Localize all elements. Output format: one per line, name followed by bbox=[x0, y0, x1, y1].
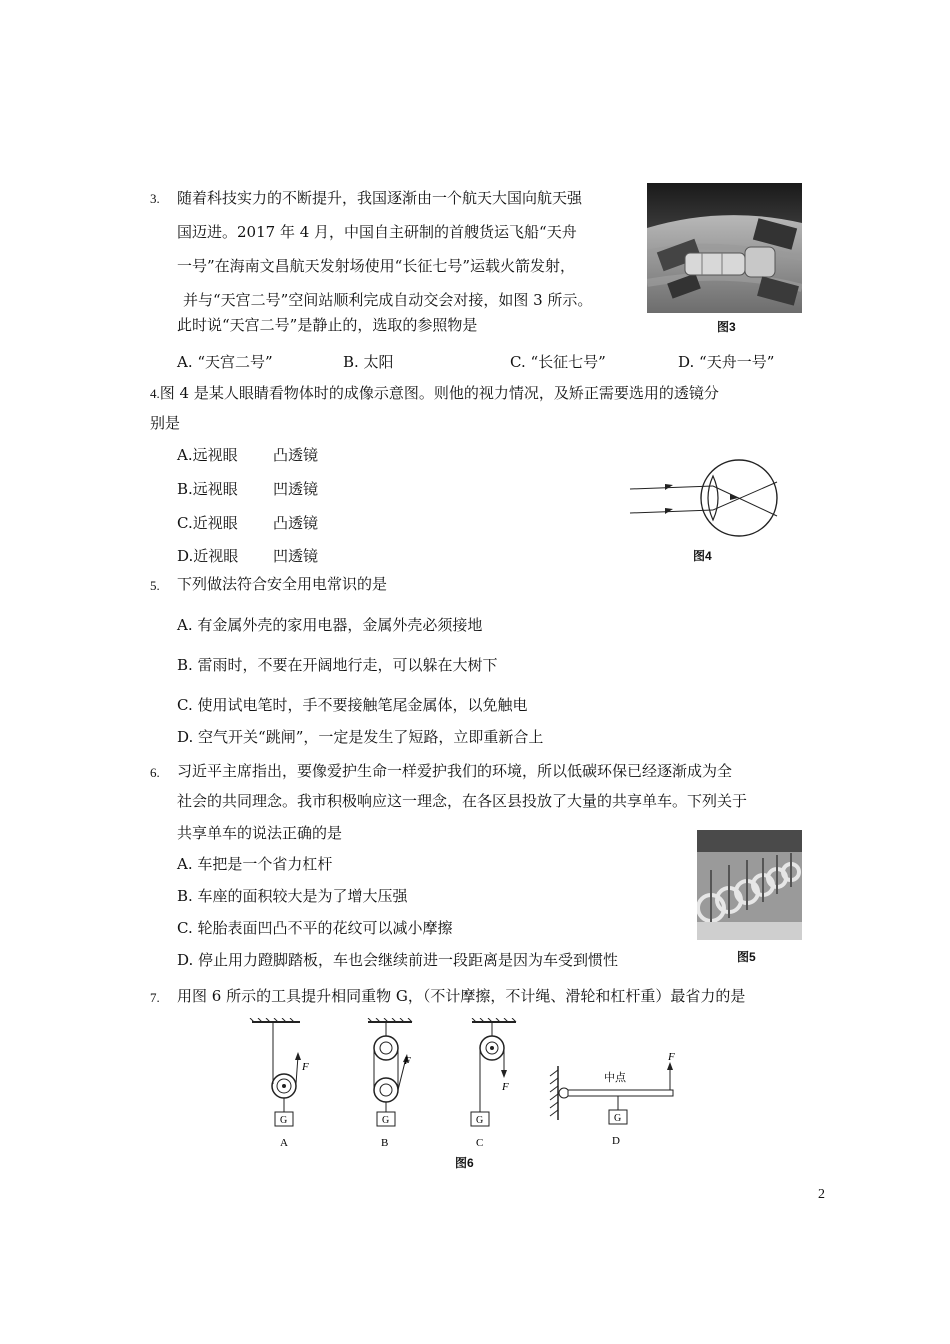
q6-line-3: 共享单车的说法正确的是 bbox=[177, 824, 343, 842]
q5-number: 5. bbox=[150, 578, 160, 593]
q6-option-d: D. 停止用力蹬脚踏板，车也会继续前进一段距离是因为车受到惯性 bbox=[177, 951, 619, 969]
figure-6-label-a: A bbox=[280, 1137, 288, 1149]
figure-4-eye-diagram bbox=[625, 458, 785, 538]
figure-5-caption: 图5 bbox=[737, 950, 756, 964]
q3-line-5: 此时说“天宫二号”是静止的，选取的参照物是 bbox=[177, 316, 478, 334]
q4-option-b-label: B.远视眼 bbox=[177, 480, 238, 498]
figure-6-label-d: D bbox=[612, 1135, 620, 1147]
q6-option-b: B. 车座的面积较大是为了增大压强 bbox=[177, 887, 408, 905]
figure-6-caption: 图6 bbox=[455, 1156, 474, 1170]
q3-option-c: C. “长征七号” bbox=[510, 353, 606, 371]
q6-option-a: A. 车把是一个省力杠杆 bbox=[177, 855, 333, 873]
q5-option-c: C. 使用试电笔时，手不要接触笔尾金属体，以免触电 bbox=[177, 696, 528, 714]
q4-option-a-lens: 凸透镜 bbox=[273, 446, 319, 464]
q3-number: 3. bbox=[150, 191, 160, 206]
q6-line-2: 社会的共同理念。我市积极响应这一理念，在各区县投放了大量的共享单车。下列关于 bbox=[177, 792, 748, 810]
q5-option-a: A. 有金属外壳的家用电器，金属外壳必须接地 bbox=[177, 616, 483, 634]
q4-option-b bbox=[177, 479, 319, 499]
figure-6-a-weight-label: G bbox=[280, 1115, 288, 1126]
q6-line-1: 习近平主席指出，要像爱护生命一样爱护我们的环境，所以低碳环保已经逐渐成为全 bbox=[177, 762, 733, 780]
q4-option-d-label: D.近视眼 bbox=[177, 547, 239, 565]
figure-6-option-c-fixed-pulley bbox=[471, 1018, 516, 1149]
q6-number: 6. bbox=[150, 765, 160, 780]
q4-option-c-lens: 凸透镜 bbox=[273, 514, 319, 532]
q3-option-b: B. 太阳 bbox=[343, 353, 394, 371]
q3-line-3: 一号”在海南文昌航天发射场使用“长征七号”运载火箭发射， bbox=[177, 257, 576, 275]
figure-6-pulley-lever-diagram bbox=[240, 1018, 700, 1153]
q4-number: 4. bbox=[150, 386, 160, 401]
figure-6-d-force-label: F bbox=[668, 1051, 675, 1063]
q4-option-a-label: A.远视眼 bbox=[177, 446, 238, 464]
figure-6-option-b-pulley-block bbox=[368, 1018, 412, 1149]
figure-3-caption: 图3 bbox=[717, 320, 736, 334]
q7-stem: 用图 6 所示的工具提升相同重物 G，（不计摩擦，不计绳、滑轮和杠杆重）最省力的是 bbox=[177, 987, 746, 1005]
figure-6-b-force-label: F bbox=[404, 1055, 411, 1067]
q4-option-a bbox=[177, 445, 319, 465]
q3-line-4: 并与“天宫二号”空间站顺利完成自动交会对接，如图 3 所示。 bbox=[183, 291, 593, 309]
q4-line-1-row bbox=[150, 383, 719, 404]
q5-stem: 下列做法符合安全用电常识的是 bbox=[177, 575, 388, 593]
q3-option-d: D. “天舟一号” bbox=[678, 353, 775, 371]
q4-option-d bbox=[177, 546, 319, 566]
figure-6-c-weight-label: G bbox=[476, 1115, 484, 1126]
figure-3-space-station-photo bbox=[647, 183, 802, 313]
figure-6-b-weight-label: G bbox=[382, 1115, 390, 1126]
q5-option-b: B. 雷雨时，不要在开阔地行走，可以躲在大树下 bbox=[177, 656, 498, 674]
q3-option-a: A. “天宫二号” bbox=[177, 353, 273, 371]
q4-line-1: 图 4 是某人眼睛看物体时的成像示意图。则他的视力情况，及矫正需要选用的透镜分 bbox=[159, 384, 719, 402]
q3-line-1: 随着科技实力的不断提升，我国逐渐由一个航天大国向航天强 bbox=[177, 189, 583, 207]
q3-line-2: 国迈进。2017 年 4 月，中国自主研制的首艘货运飞船“天舟 bbox=[177, 223, 577, 241]
figure-6-c-force-label: F bbox=[502, 1081, 509, 1093]
q4-line-2: 别是 bbox=[150, 414, 181, 432]
figure-6-a-force-label: F bbox=[302, 1061, 309, 1073]
page-number: 2 bbox=[818, 1187, 825, 1202]
q4-option-d-lens: 凹透镜 bbox=[273, 547, 319, 565]
figure-4-caption: 图4 bbox=[693, 549, 712, 563]
figure-6-d-midpoint-label: 中点 bbox=[604, 1072, 626, 1084]
figure-6-option-d-lever bbox=[550, 1051, 675, 1147]
figure-5-shared-bikes-photo bbox=[697, 830, 802, 940]
figure-6-option-a-movable-pulley bbox=[250, 1018, 309, 1149]
q6-option-c: C. 轮胎表面凹凸不平的花纹可以减小摩擦 bbox=[177, 919, 453, 937]
q5-option-d: D. 空气开关“跳闸”，一定是发生了短路，立即重新合上 bbox=[177, 728, 544, 746]
figure-6-d-weight-label: G bbox=[614, 1113, 622, 1124]
q7-number: 7. bbox=[150, 990, 160, 1005]
figure-6-label-c: C bbox=[476, 1137, 484, 1149]
q4-option-b-lens: 凹透镜 bbox=[273, 480, 319, 498]
figure-6-label-b: B bbox=[381, 1137, 389, 1149]
q4-option-c bbox=[177, 513, 319, 533]
q4-option-c-label: C.近视眼 bbox=[177, 514, 238, 532]
